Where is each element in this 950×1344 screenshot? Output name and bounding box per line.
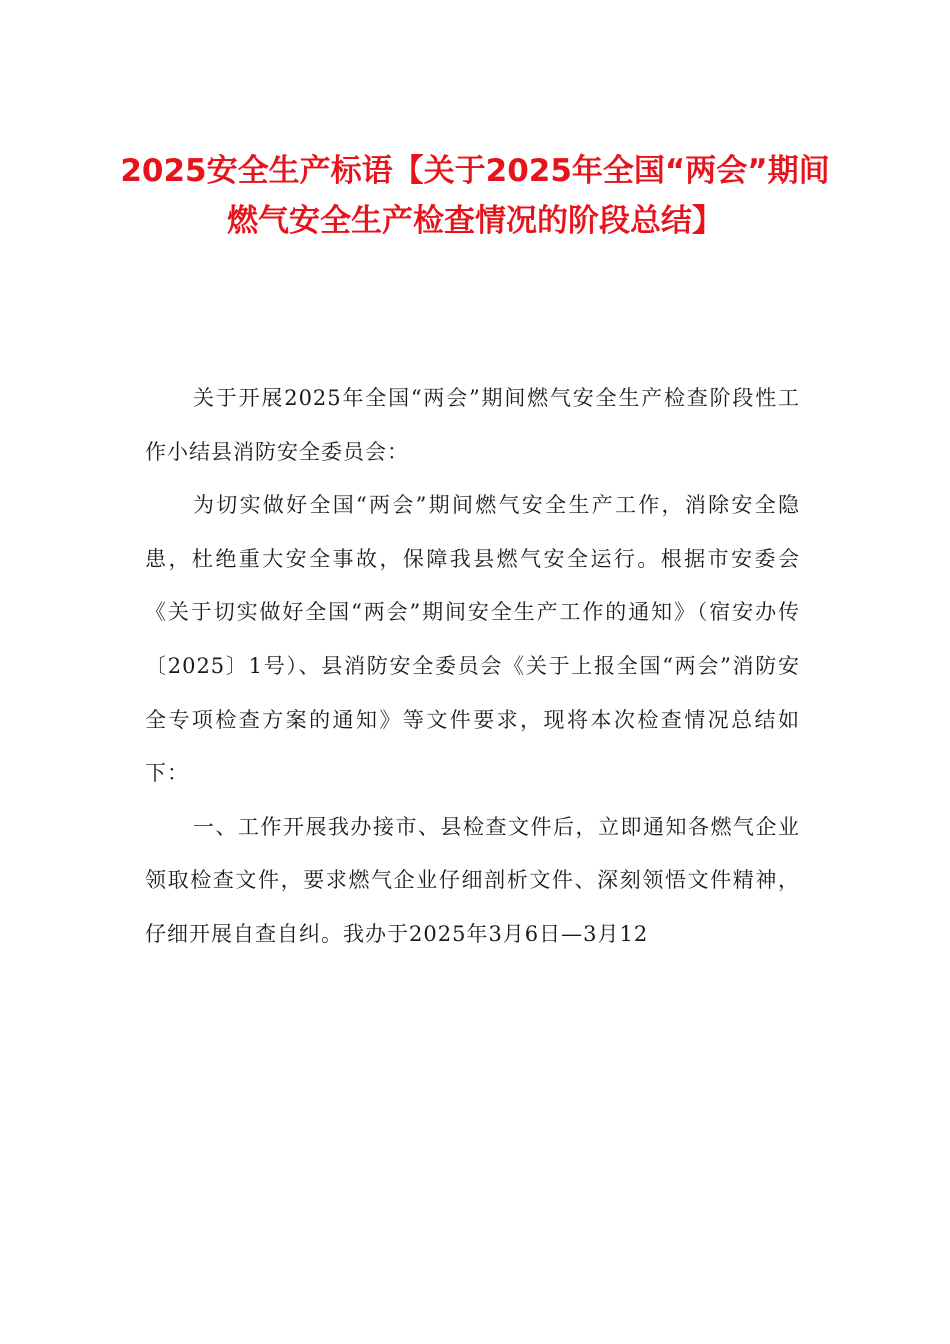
document-title: 2025安全生产标语【关于2025年全国“两会”期间燃气安全生产检查情况的阶段总结】 xyxy=(120,153,830,239)
paragraph-section-one: 一、工作开展我办接市、县检查文件后，立即通知各燃气企业领取检查文件，要求燃气企业仔细剖析文件、深刻领悟文件精神，仔细开展自查自纠。我办于2025年3月6日—3月12 xyxy=(145,814,800,946)
paragraph-intro: 为切实做好全国“两会”期间燃气安全生产工作，消除安全隐患，杜绝重大安全事故，保障我县燃气安全运行。根据市安委会《关于切实做好全国“两会”期间安全生产工作的通知》（宿安办传〔2025〕1号）、县消防安全委员会《关于上报全国“两会”消防安全专项检查方案的通知》等文件要求，现将本次检查情况总结如下： xyxy=(145,493,800,786)
paragraph-addressee: 关于开展2025年全国“两会”期间燃气安全生产检查阶段性工作小结县消防安全委员会： xyxy=(145,386,800,464)
document-body xyxy=(145,372,800,962)
